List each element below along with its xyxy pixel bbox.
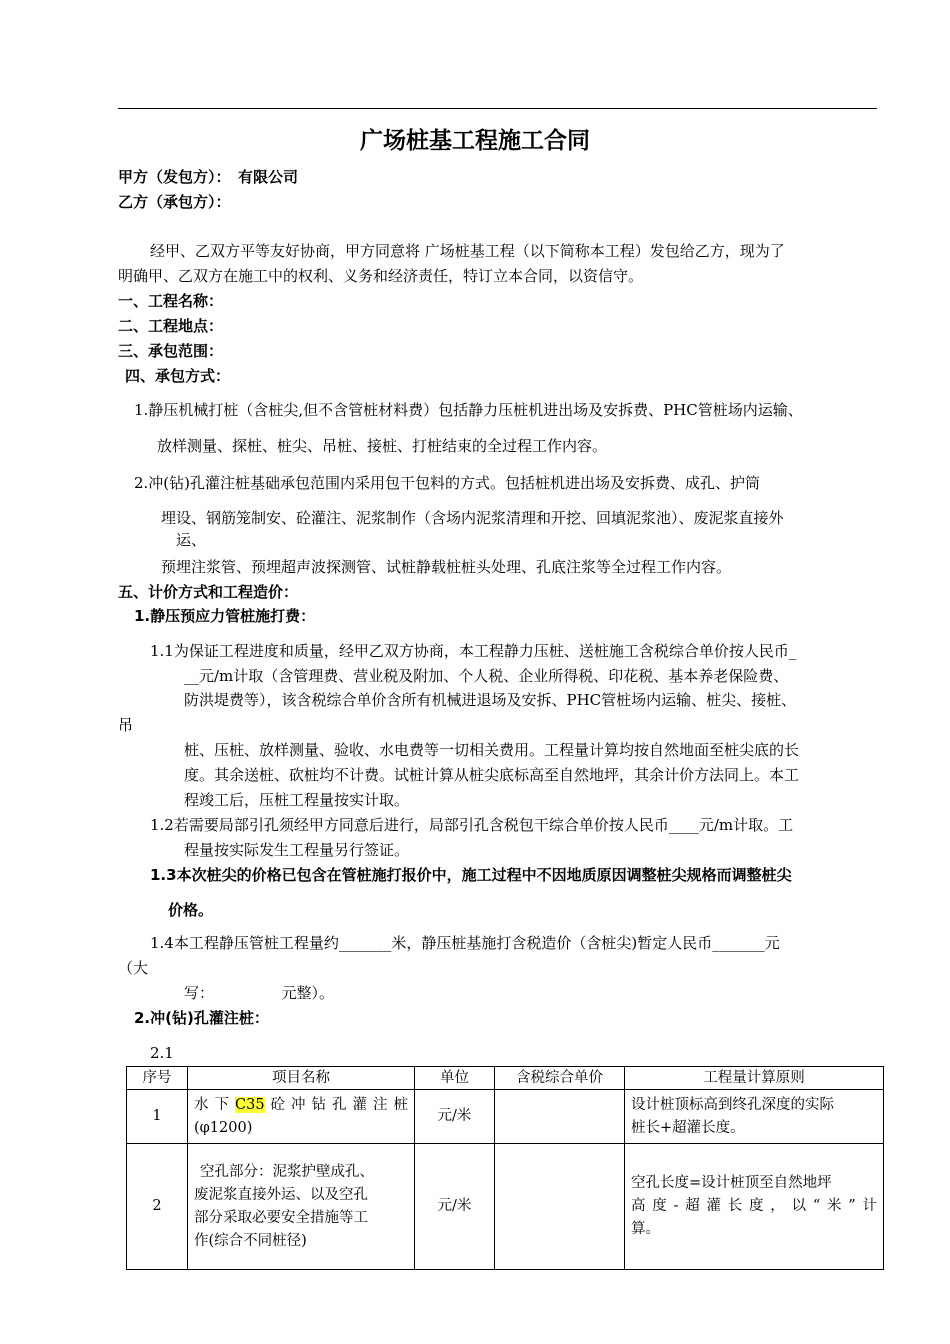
p11-line2: __元/m计取（含管理费、营业税及附加、个人税、企业所得税、印花税、基本养老保险费、	[184, 667, 789, 685]
party-a: 甲方（发包方）： 有限公司	[118, 168, 299, 186]
intro-line-2: 明确甲、乙双方在施工中的权利、义务和经济责任，特订立本合同，以资信守。	[118, 267, 644, 285]
table-row	[127, 1144, 884, 1270]
section-1-heading: 一、工程名称：	[118, 292, 224, 310]
p11-line6: 度。其余送桩、砍桩均不计费。试桩计算从桩尖底标高至自然地坪，其余计价方法同上。本工	[184, 766, 800, 784]
row-number: 1	[127, 1090, 188, 1144]
header-rule	[118, 108, 877, 109]
p14-line2: （大	[118, 959, 149, 977]
item-name-line: 空孔部分：泥浆护壁成孔、	[200, 1163, 374, 1180]
party-b: 乙方（承包方）：	[118, 193, 231, 211]
p13-line2: 价格。	[168, 901, 214, 919]
s4-item1-line2: 放样测量、探桩、桩尖、吊桩、接桩、打桩结束的全过程工作内容。	[157, 437, 608, 455]
s5-sub1-heading: 1.静压预应力管桩施打费：	[134, 607, 316, 625]
rule-cell	[625, 1144, 884, 1270]
s4-item2-line4: 预埋注浆管、预埋超声波探测管、试桩静载桩桩头处理、孔底注浆等全过程工作内容。	[161, 558, 732, 576]
p11-line7: 程竣工后，压桩工程量按实计取。	[184, 791, 410, 809]
header-cell-no: 序号	[127, 1067, 188, 1090]
p11-line1: 1.1为保证工程进度和质量，经甲乙双方协商，本工程静力压桩、送桩施工含税综合单价按人民币_	[150, 642, 797, 660]
price-cell	[495, 1090, 625, 1144]
item-name-line: 废泥浆直接外运、以及空孔	[194, 1186, 368, 1203]
section-3-heading: 三、承包范围：	[118, 342, 224, 360]
p14-line3: 写： 元整）。	[184, 984, 335, 1002]
row-number: 2	[127, 1144, 188, 1270]
item-name-prefix: 水下	[194, 1096, 235, 1113]
table-header-row	[127, 1067, 884, 1090]
item-name-cell	[188, 1144, 415, 1270]
p11-line5: 桩、压桩、放样测量、验收、水电费等一切相关费用。工程量计算均按自然地面至桩尖底的长	[184, 741, 800, 759]
header-cell-unit: 单位	[415, 1067, 495, 1090]
unit-cell: 元/米	[415, 1144, 495, 1270]
intro-line-1: 经甲、乙双方平等友好协商，甲方同意将 广场桩基工程（以下简称本工程）发包给乙方，现为了	[150, 242, 785, 260]
item-name-cell	[188, 1090, 415, 1144]
concrete-grade-highlight: C35	[235, 1096, 265, 1113]
rule-line: 空孔长度=设计桩顶至自然地坪	[631, 1175, 832, 1191]
item-name-suffix: 砼冲钻孔灌注桩	[264, 1096, 409, 1113]
rule-line: 算。	[631, 1221, 660, 1237]
s4-item2-line3: 运、	[176, 531, 207, 549]
p12-line1: 1.2若需要局部引孔须经甲方同意后进行，局部引孔含税包干综合单价按人民币____元/m计取。工	[150, 816, 794, 834]
unit-cell: 元/米	[415, 1090, 495, 1144]
price-cell	[495, 1144, 625, 1270]
section-5-heading: 五、计价方式和工程造价：	[118, 583, 299, 601]
p11-line3: 防洪堤费等），该含税综合单价含所有机械进退场及安拆、PHC管桩场内运输、桩尖、接桩、	[184, 691, 797, 709]
rule-line: 设计桩顶标高到终孔深度的实际	[631, 1096, 834, 1113]
pricing-table	[126, 1066, 884, 1270]
p11-line4: 吊	[118, 716, 134, 734]
table-row	[127, 1090, 884, 1144]
item-name-line: 作(综合不同桩径)	[194, 1232, 307, 1249]
rule-cell	[625, 1090, 884, 1144]
section-2-heading: 二、工程地点：	[118, 317, 224, 335]
s4-item1-line1: 1.静压机械打桩（含桩尖,但不含管桩材料费）包括静力压桩机进出场及安拆费、PHC管桩场内运输、	[134, 401, 803, 419]
item-name-line	[194, 1094, 408, 1117]
s5-sub2-1-label: 2.1	[150, 1044, 174, 1062]
item-name-line: (φ1200)	[194, 1119, 253, 1136]
rule-line: 高度-超灌长度，以“米”计	[631, 1198, 877, 1214]
header-cell-price: 含税综合单价	[495, 1067, 625, 1090]
header-cell-rule: 工程量计算原则	[625, 1067, 884, 1090]
p12-line2: 程量按实际发生工程量另行签证。	[184, 841, 410, 859]
s4-item2-line2: 埋设、钢筋笼制安、砼灌注、泥浆制作（含场内泥浆清理和开挖、回填泥浆池）、废泥浆直接外	[161, 509, 784, 527]
page-title: 广场桩基工程施工合同	[360, 128, 590, 154]
p14-line1: 1.4本工程静压管桩工程量约_______米，静压桩基施打含税造价（含桩尖)暂定人民币_______元	[150, 934, 780, 952]
section-4-heading: 四、承包方式：	[125, 367, 231, 385]
s5-sub2-heading: 2.冲(钻)孔灌注桩：	[134, 1009, 269, 1027]
header-cell-name: 项目名称	[188, 1067, 415, 1090]
item-name-line: 部分采取必要安全措施等工	[194, 1209, 368, 1226]
p13-line1: 1.3本次桩尖的价格已包含在管桩施打报价中，施工过程中不因地质原因调整桩尖规格而调整桩尖	[150, 866, 792, 884]
s4-item2-line1: 2.冲(钻)孔灌注桩基础承包范围内采用包干包料的方式。包括桩机进出场及安拆费、成孔、护筒	[134, 474, 761, 492]
rule-line: 桩长+超灌长度。	[631, 1119, 745, 1136]
